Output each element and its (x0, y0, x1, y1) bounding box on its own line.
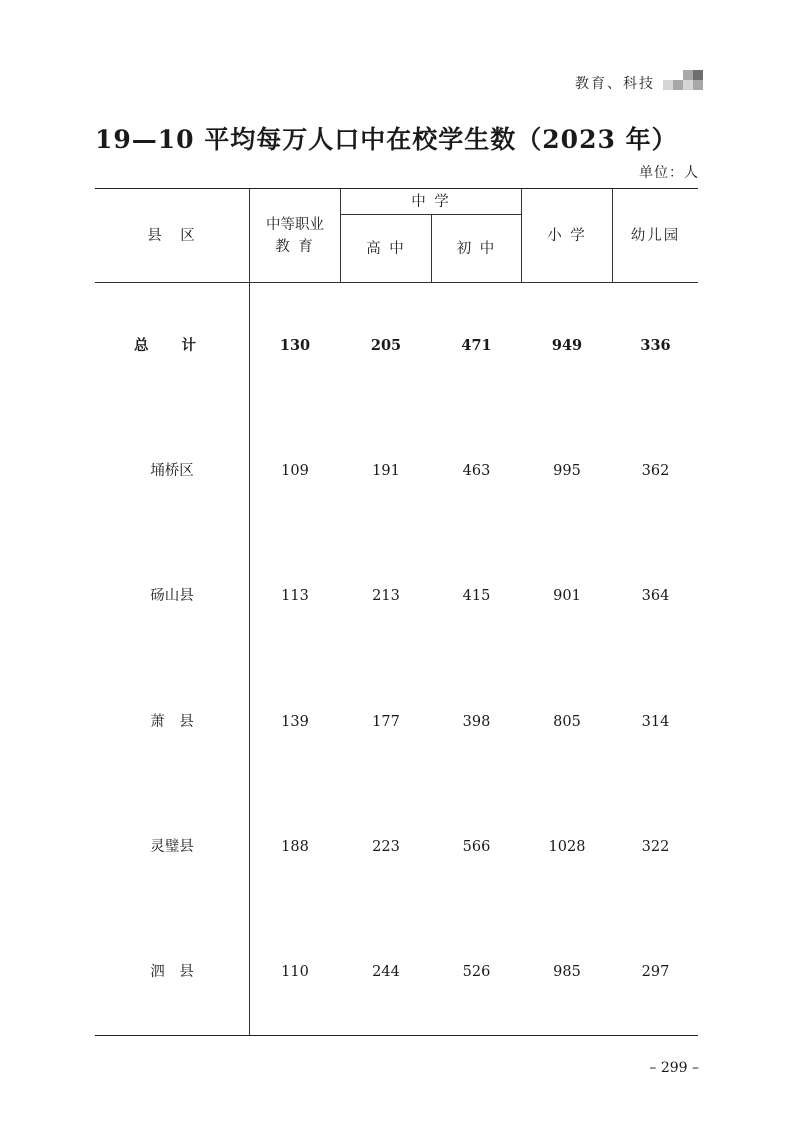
column-divider (249, 189, 250, 1035)
row-name: 砀山县 (150, 588, 194, 604)
junior-high-value: 463 (462, 463, 491, 479)
header-kindergarten: 幼儿园 (630, 227, 681, 244)
vocational-value: 130 (279, 337, 311, 354)
primary-value: 1028 (548, 839, 586, 855)
table-row (95, 836, 698, 858)
deco-square (683, 70, 693, 80)
table-row (95, 961, 698, 983)
table-row (95, 585, 698, 607)
primary-value: 985 (553, 964, 581, 980)
header-vocational-line1: 中等职业 (266, 216, 324, 233)
unit-label: 单位：人 (639, 165, 699, 181)
junior-high-value: 566 (462, 839, 491, 855)
deco-square (693, 70, 703, 80)
kindergarten-value: 322 (641, 839, 670, 855)
row-name: 埇桥区 (150, 463, 194, 479)
vocational-value: 110 (281, 964, 309, 980)
senior-high-value: 191 (372, 463, 400, 479)
deco-square (673, 80, 683, 90)
header-middle-school: 中 学 (411, 193, 451, 210)
senior-high-value: 244 (372, 964, 400, 980)
table-row (95, 460, 698, 482)
senior-high-value: 213 (372, 588, 400, 604)
section-label: 教育、科技 (575, 76, 655, 92)
row-name: 总 计 (133, 337, 211, 354)
header-vocational (250, 189, 340, 282)
row-name: 泗 县 (150, 964, 194, 980)
header-junior-high: 初 中 (456, 240, 497, 257)
page-title: 19—10 平均每万人口中在校学生数（2023 年） (95, 125, 678, 154)
kindergarten-value: 362 (641, 463, 670, 479)
page-number: – 299 – (649, 1060, 699, 1076)
kindergarten-value: 314 (641, 714, 670, 730)
vocational-value: 188 (281, 839, 309, 855)
kindergarten-value: 364 (641, 588, 670, 604)
senior-high-value: 223 (372, 839, 400, 855)
junior-high-value: 398 (462, 714, 491, 730)
primary-value: 995 (553, 463, 581, 479)
senior-high-value: 177 (372, 714, 400, 730)
junior-high-value: 526 (462, 964, 491, 980)
kindergarten-value: 297 (641, 964, 670, 980)
row-name: 灵璧县 (150, 839, 194, 855)
primary-value: 805 (553, 714, 581, 730)
junior-high-value: 471 (461, 337, 492, 354)
deco-square (693, 80, 703, 90)
header-divider (95, 282, 698, 283)
vocational-value: 113 (281, 588, 309, 604)
row-name: 萧 县 (150, 714, 194, 730)
statistics-table (95, 188, 698, 1036)
senior-high-value: 205 (370, 337, 402, 354)
header-senior-high: 高 中 (366, 240, 406, 257)
vocational-value: 109 (281, 463, 309, 479)
primary-value: 949 (551, 337, 583, 354)
deco-square (683, 80, 693, 90)
deco-square (663, 80, 673, 90)
header-county: 县 区 (147, 227, 197, 244)
header-vocational-line2: 教 育 (275, 238, 315, 255)
vocational-value: 139 (281, 714, 309, 730)
decorative-squares (663, 70, 703, 90)
primary-value: 901 (553, 588, 581, 604)
junior-high-value: 415 (462, 588, 491, 604)
header-primary: 小 学 (547, 227, 587, 244)
table-row (95, 711, 698, 733)
kindergarten-value: 336 (640, 337, 671, 354)
table-row-total (95, 335, 698, 357)
